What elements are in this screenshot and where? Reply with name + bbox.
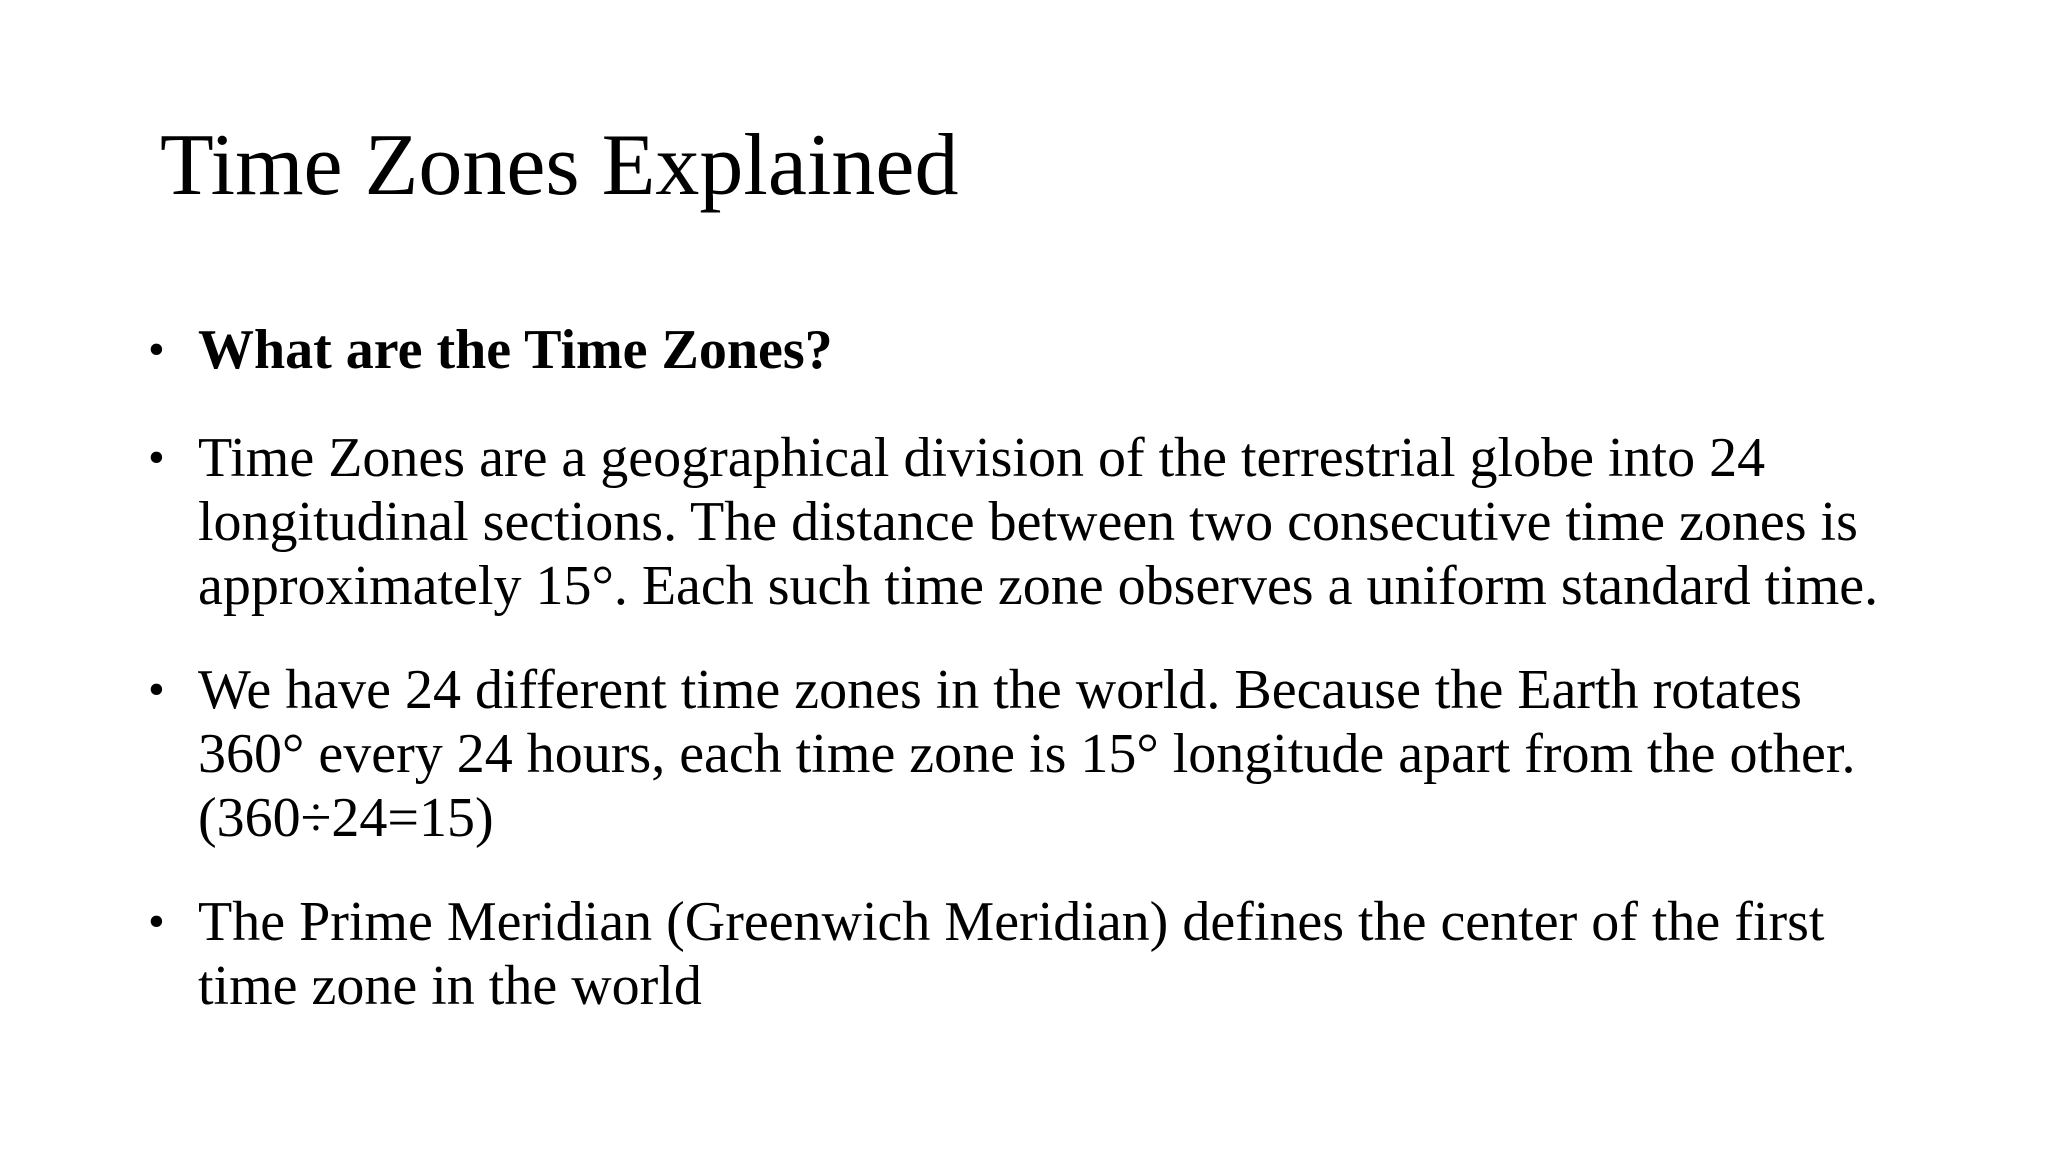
bullet-dot-icon: • bbox=[148, 895, 165, 948]
bullet-item-count bbox=[140, 658, 1900, 850]
bullet-item-prime-meridian bbox=[140, 890, 1900, 1018]
bullet-item-question bbox=[140, 318, 1900, 382]
bullet-text: What are the Time Zones? bbox=[198, 319, 833, 381]
bullet-text: The Prime Meridian (Greenwich Meridian) defines the center of the first time zone in the world bbox=[198, 891, 1825, 1017]
bullet-item-definition bbox=[140, 426, 1900, 618]
bullet-text: Time Zones are a geographical division of the terrestrial globe into 24 longitudinal sections. The distance between two consecutive time zones is approximately 15°. Each such time zone observes a uniform standard time. bbox=[198, 427, 1879, 617]
bullet-dot-icon: • bbox=[148, 431, 165, 484]
bullet-dot-icon: • bbox=[148, 323, 165, 376]
bullet-list bbox=[140, 318, 1900, 1058]
slide-title: Time Zones Explained bbox=[160, 117, 959, 214]
bullet-dot-icon: • bbox=[148, 663, 165, 716]
bullet-text: We have 24 different time zones in the world. Because the Earth rotates 360° every 24 hours, each time zone is 15° longitude apart from the other. (360÷24=15) bbox=[198, 659, 1856, 849]
